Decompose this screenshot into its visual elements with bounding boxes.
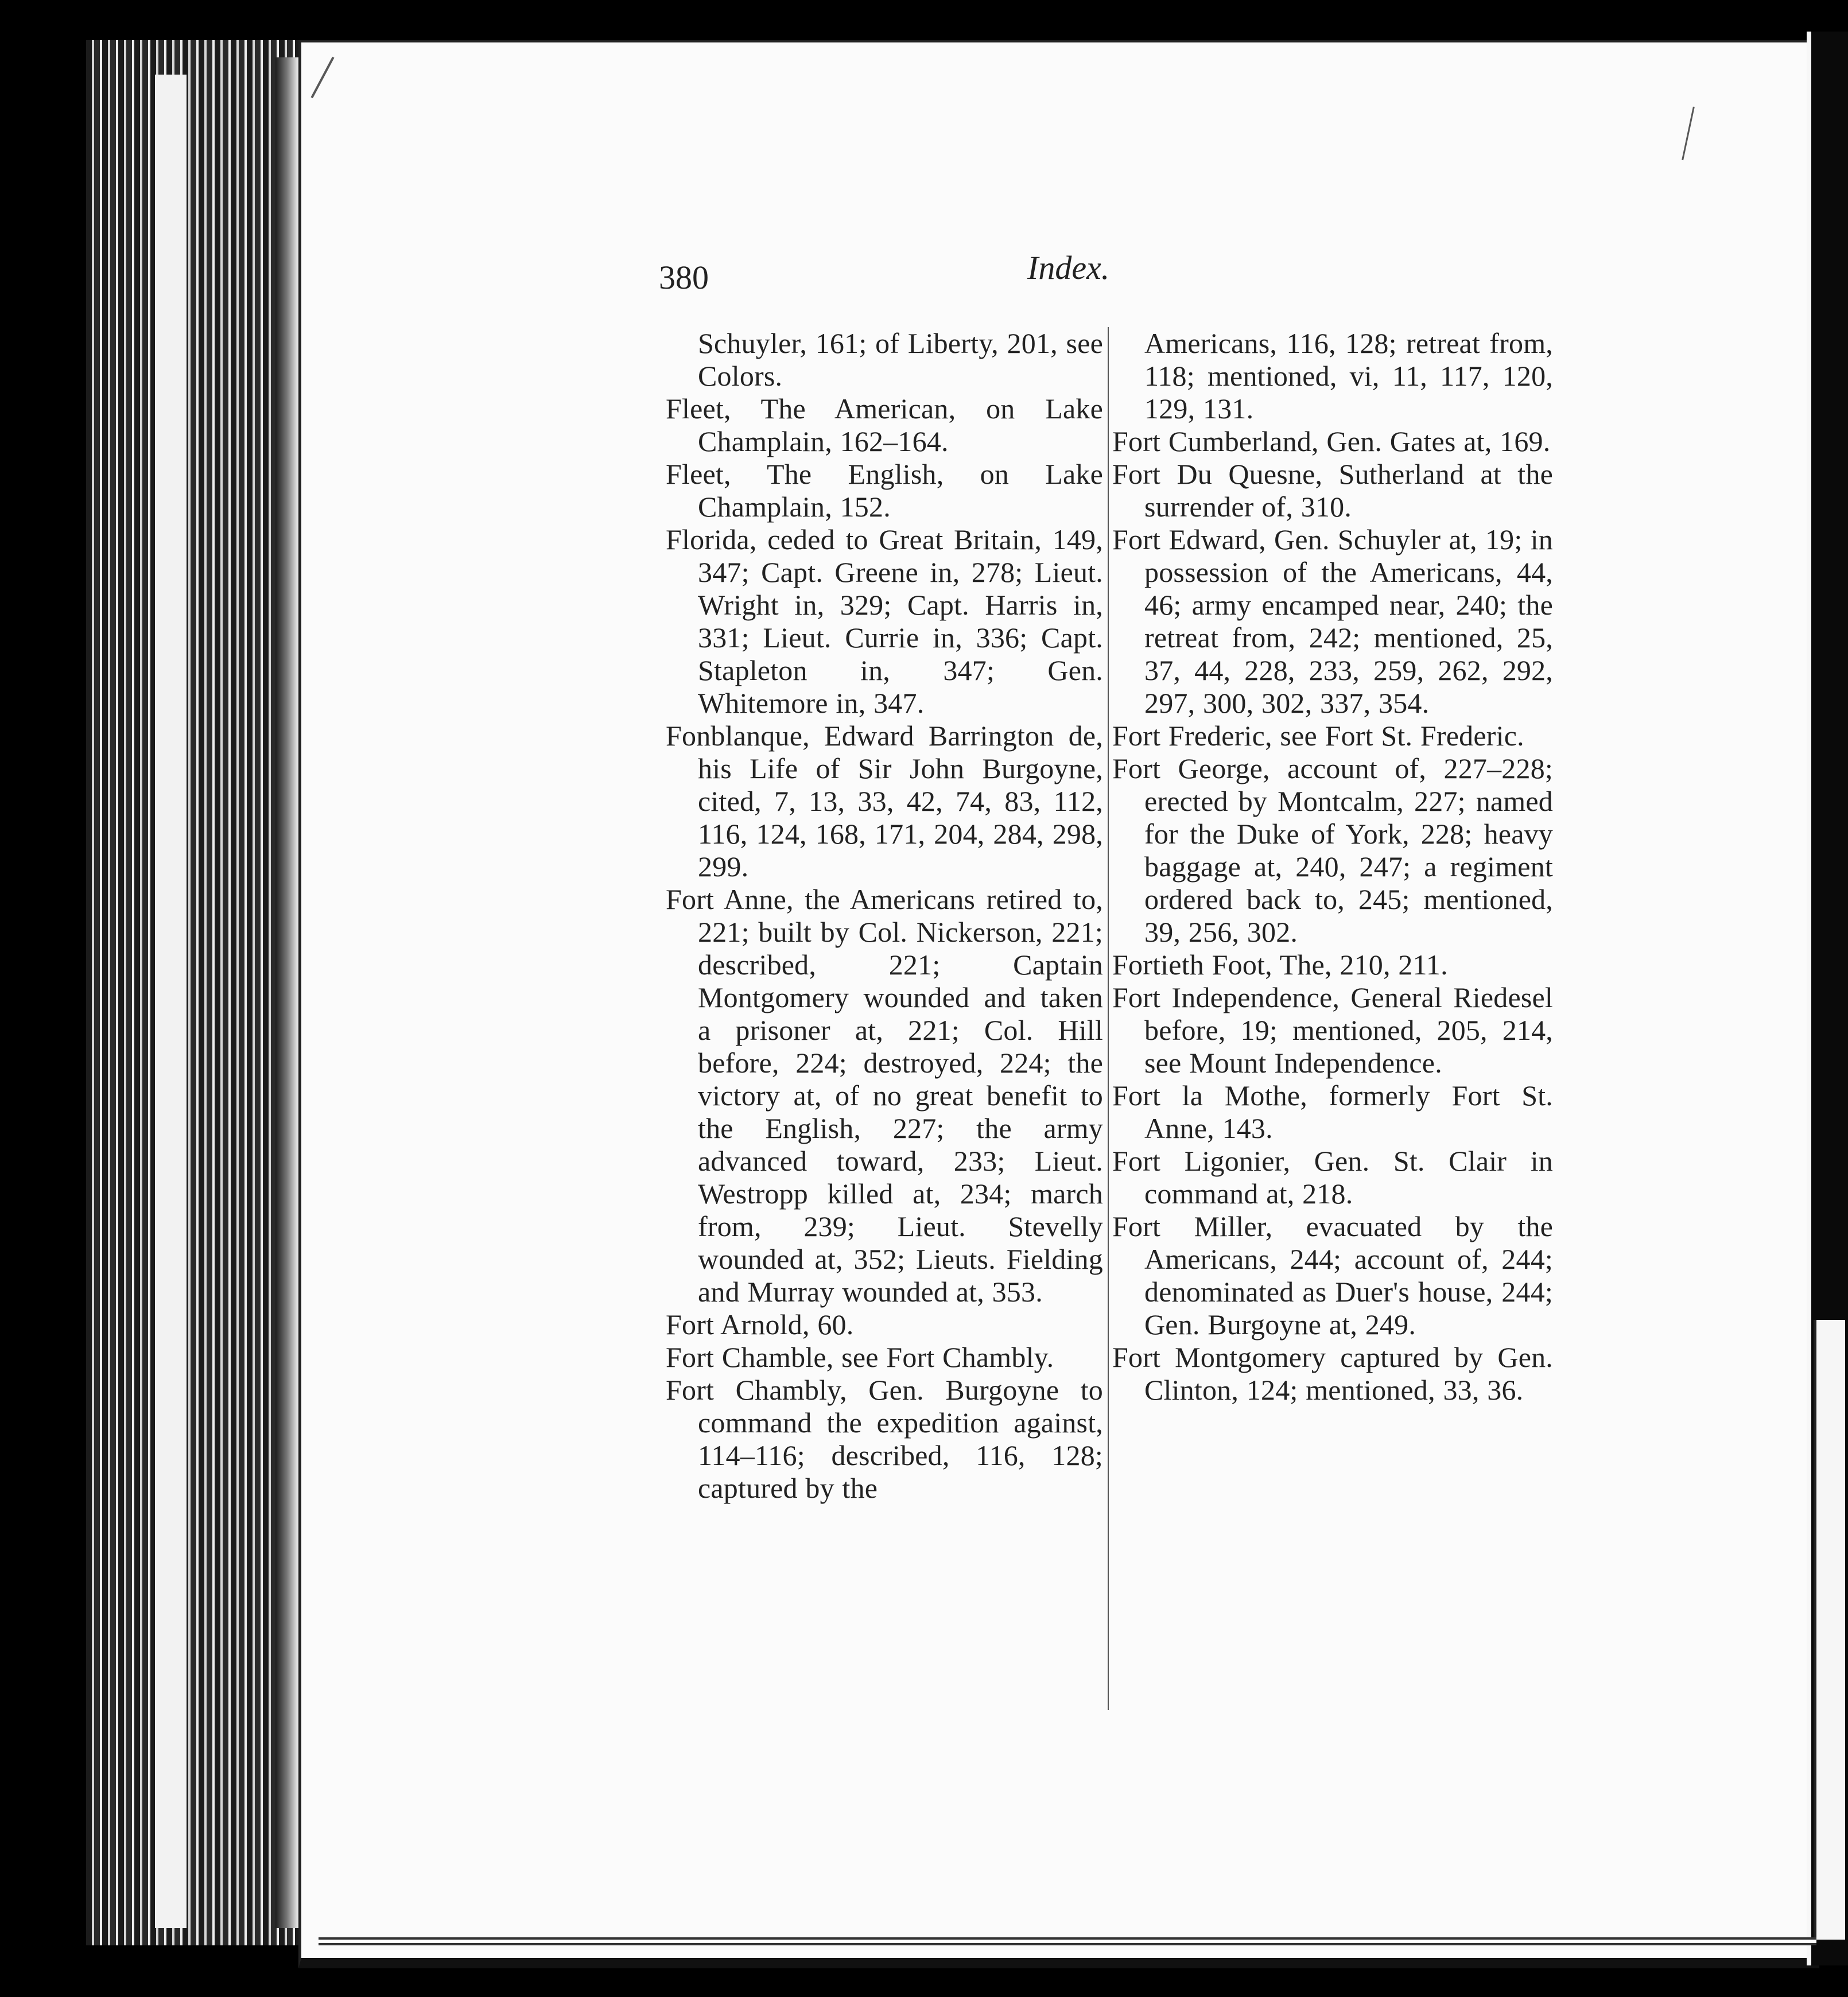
index-entry: Fort Edward, Gen. Schuyler at, 19; in possession of the Americans, 44, 46; army encamped near, 240; the retreat from, 242; mentioned, 25, 37, 44, 228, 233, 259, 262, 292, 297, 300, 302, 337, 354. xyxy=(1112,523,1553,719)
index-entry: Fort Du Quesne, Sutherland at the surrender of, 310. xyxy=(1112,458,1553,523)
index-entry: Schuyler, 161; of Liberty, 201, see Colors. xyxy=(698,327,1103,392)
index-entry: Florida, ceded to Great Britain, 149, 347; Capt. Greene in, 278; Lieut. Wright in, 329; Capt. Harris in, 331; Lieut. Currie in, 336; Capt. Stapleton in, 347; Gen. Whitemore in, 347. xyxy=(666,523,1103,719)
page-number: 380 xyxy=(659,259,709,296)
index-entry: Fleet, The English, on Lake Champlain, 152. xyxy=(666,458,1103,523)
left-index-column xyxy=(666,327,1103,1505)
index-entry: Fort Chambly, Gen. Burgoyne to command the expedition against, 114–116; described, 116, 128; captured by the xyxy=(666,1374,1103,1504)
index-entry: Fonblanque, Edward Barrington de, his Life of Sir John Burgoyne, cited, 7, 13, 33, 42, 74, 83, 112, 116, 124, 168, 171, 204, 284, 298, 299. xyxy=(666,720,1103,883)
running-head: Index. xyxy=(1027,249,1110,286)
index-entry: Fort Ligonier, Gen. St. Clair in command at, 218. xyxy=(1112,1145,1553,1210)
index-entry: Fort la Mothe, formerly Fort St. Anne, 143. xyxy=(1112,1079,1553,1144)
index-entry: Fortieth Foot, The, 210, 211. xyxy=(1112,949,1448,981)
page-edge-highlight xyxy=(155,75,187,1928)
index-entry: Americans, 116, 128; retreat from, 118; mentioned, vi, 11, 117, 120, 129, 131. xyxy=(1144,327,1553,425)
index-entry: Fort Frederic, see Fort St. Frederic. xyxy=(1112,720,1524,752)
index-entry: Fort Arnold, 60. xyxy=(666,1308,854,1341)
index-entry: Fort Chamble, see Fort Chambly. xyxy=(666,1341,1054,1373)
right-edge-strip xyxy=(1814,1320,1845,1940)
bottom-page-edge xyxy=(319,1937,1816,1945)
index-entry: Fleet, The American, on Lake Champlain, 162–164. xyxy=(666,393,1103,457)
index-entry: Fort Independence, General Riedesel before, 19; mentioned, 205, 214, see Mount Independence. xyxy=(1112,981,1553,1079)
index-entry: Fort Anne, the Americans retired to, 221; built by Col. Nickerson, 221; described, 221; Captain Montgomery wounded and taken a prisoner at, 221; Col. Hill before, 224; destroyed, 224; the victory at, of no great benefit to the English, 227; the army advanced toward, 233; Lieut. Westropp killed at, 234; march from, 239; Lieut. Stevelly wounded at, 352; Lieuts. Fielding and Murray wounded at, 353. xyxy=(666,883,1103,1308)
column-divider xyxy=(1108,327,1109,1710)
index-entry: Fort George, account of, 227–228; erected by Montcalm, 227; named for the Duke of York, 228; heavy baggage at, 240, 247; a regiment ordered back to, 245; mentioned, 39, 256, 302. xyxy=(1112,752,1553,948)
index-entry: Fort Cumberland, Gen. Gates at, 169. xyxy=(1112,425,1551,457)
index-entry: Fort Miller, evacuated by the Americans, 244; account of, 244; denominated as Duer's house, 244; Gen. Burgoyne at, 249. xyxy=(1112,1210,1553,1341)
binding-shadow xyxy=(275,57,298,1928)
right-index-column xyxy=(1112,327,1553,1407)
index-entry: Fort Montgomery captured by Gen. Clinton, 124; mentioned, 33, 36. xyxy=(1112,1341,1553,1406)
